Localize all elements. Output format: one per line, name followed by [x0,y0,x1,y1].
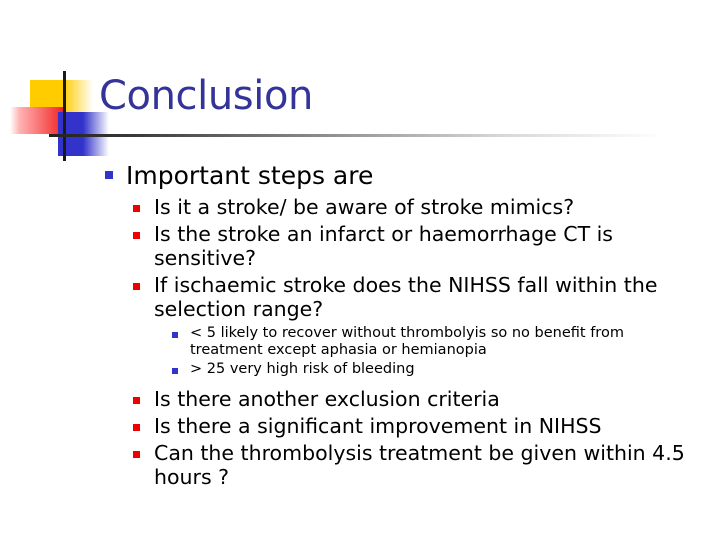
title-underline-rule [49,134,664,137]
accent-vertical-rule [63,71,66,161]
bullet-level2 [0,441,720,489]
bullet-level2 [0,195,720,219]
bullet-level2 [0,414,720,438]
bullet-text: If ischaemic stroke does the NIHSS fall within the selection range? [154,273,658,321]
bullet-text: Can the thrombolysis treatment be given within 4.5 hours ? [154,441,685,489]
bullet-text: Is the stroke an infarct or haemorrhage CT is sensitive? [154,222,613,270]
bullet-marker-square [133,397,140,404]
bullet-marker-square [133,232,140,239]
bullet-marker-square [105,171,113,179]
bullet-marker-square [133,205,140,212]
bullet-text: > 25 very high risk of bleeding [190,361,415,377]
bullet-level2 [0,222,720,270]
bullet-level2 [0,387,720,411]
bullet-text: Is it a stroke/ be aware of stroke mimics? [154,195,575,219]
bullet-level3 [0,361,720,378]
bullet-level1 [0,160,720,192]
bullet-text: Is there another exclusion criteria [154,387,500,411]
bullet-marker-square [172,368,178,374]
accent-square-red [10,107,63,134]
bullet-marker-square [172,332,178,338]
bullet-marker-square [133,283,140,290]
accent-square-yellow-fade [63,80,93,113]
slide-title: Conclusion [99,73,313,119]
bullet-text: Important steps are [126,161,374,190]
bullet-text: Is there a significant improvement in NIHSS [154,414,602,438]
bullet-marker-square [133,424,140,431]
bullet-list [0,160,720,489]
bullet-marker-square [133,451,140,458]
bullet-level3 [0,325,720,359]
bullet-level2 [0,273,720,321]
bullet-text: < 5 likely to recover without thrombolyis so no benefit from treatment except aphasia or hemianopia [190,325,624,358]
